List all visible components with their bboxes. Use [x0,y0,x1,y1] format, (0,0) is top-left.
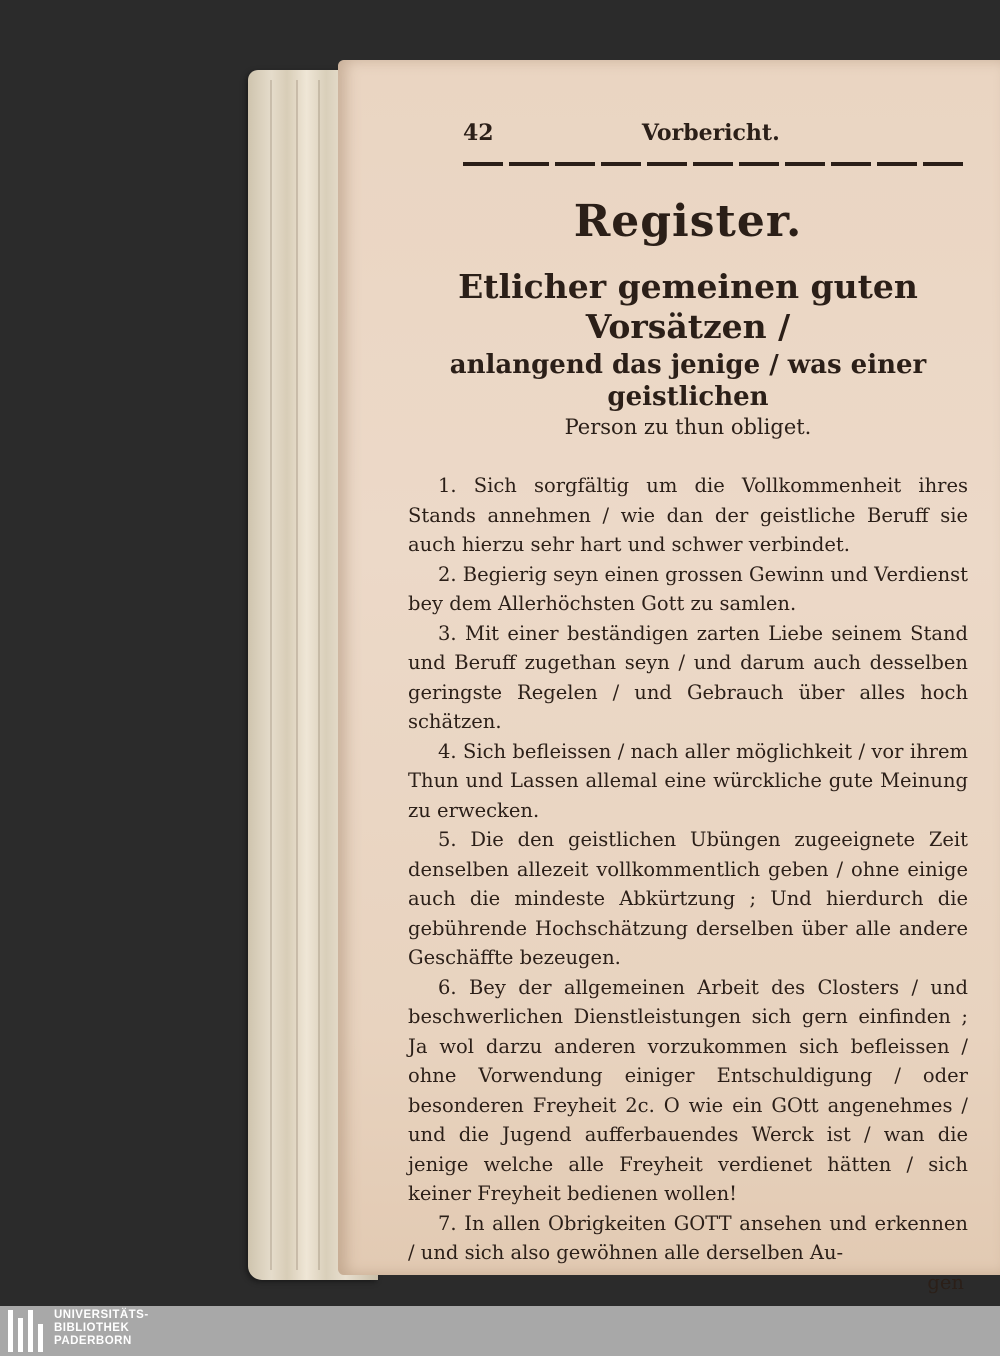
book-page [338,60,1000,1294]
subtitle-line-1: Etlicher gemeinen guten Vorsätzen / [458,267,918,346]
resolution-item: 3. Mit einer beständigen zarten Liebe seinem Stand und Beruff zugethan seyn / und darum auch desselben geringste Regelen / und Gebrauch über alles hoch schätzen. [408,621,968,733]
logo-line-3: PADERBORN [54,1335,132,1347]
resolution-list [408,471,968,1297]
subtitle-line-3: Person zu thun obliget. [564,415,812,439]
library-logo-icon [6,1310,48,1352]
resolution-item: 7. In allen Obrigkeiten GOTT ansehen und erkennen / und sich also gewöhnen alle derselben Au- [408,1211,968,1264]
resolution-item: 2. Begierig seyn einen grossen Gewinn und Verdienst bey dem Allerhöchsten Gott zu samlen. [408,562,968,615]
logo-line-1: UNIVERSITÄTS- [54,1309,149,1321]
resolution-item: 6. Bey der allgemeinen Arbeit des Closters / und beschwerlichen Dienstleistungen sich gern einfinden ; Ja wol darzu anderen vorzukommen sich befleissen / ohne Vorwendung einiger Entschuldigung / oder besonderen Freyheit 2c. O wie ein GOtt angenehmes / und die Jugend aufferbauendes Werck ist / wan die jenige welche alle Freyheit verdienet hätten / sich keiner Freyheit bedienen wollen! [408,975,968,1205]
library-logo-text [54,1309,149,1348]
page-text-block [408,120,968,1297]
running-head: Vorbericht. [641,120,780,146]
resolution-item: 4. Sich befleissen / nach aller möglichkeit / vor ihrem Thun und Lassen allemal eine würckliche gute Meinung zu erwecken. [408,739,968,822]
header-rule [463,162,963,166]
resolution-item: 5. Die den geistlichen Ubüngen zugeeignete Zeit denselben allezeit vollkommentlich geben / ohne einige auch die mindeste Abkürtzung ; Und hierdurch die gebührende Hochschätzung derselben über alle andere Geschäffte bezeugen. [408,828,968,969]
subtitle-line-2: anlangend das jenige / was einer geistlichen [449,350,927,412]
logo-line-2: BIBLIOTHEK [54,1322,130,1334]
library-footer [0,1306,1000,1356]
resolution-item: 1. Sich sorgfältig um die Vollkommenheit ihres Stands annehmen / wie dan der geistliche Beruff sie auch hierzu sehr hart und schwer verbindet. [408,474,968,556]
page-header [408,120,968,160]
catchword: gen [927,1270,964,1294]
section-title: Register. [573,196,803,247]
page-number: 42 [463,120,494,146]
